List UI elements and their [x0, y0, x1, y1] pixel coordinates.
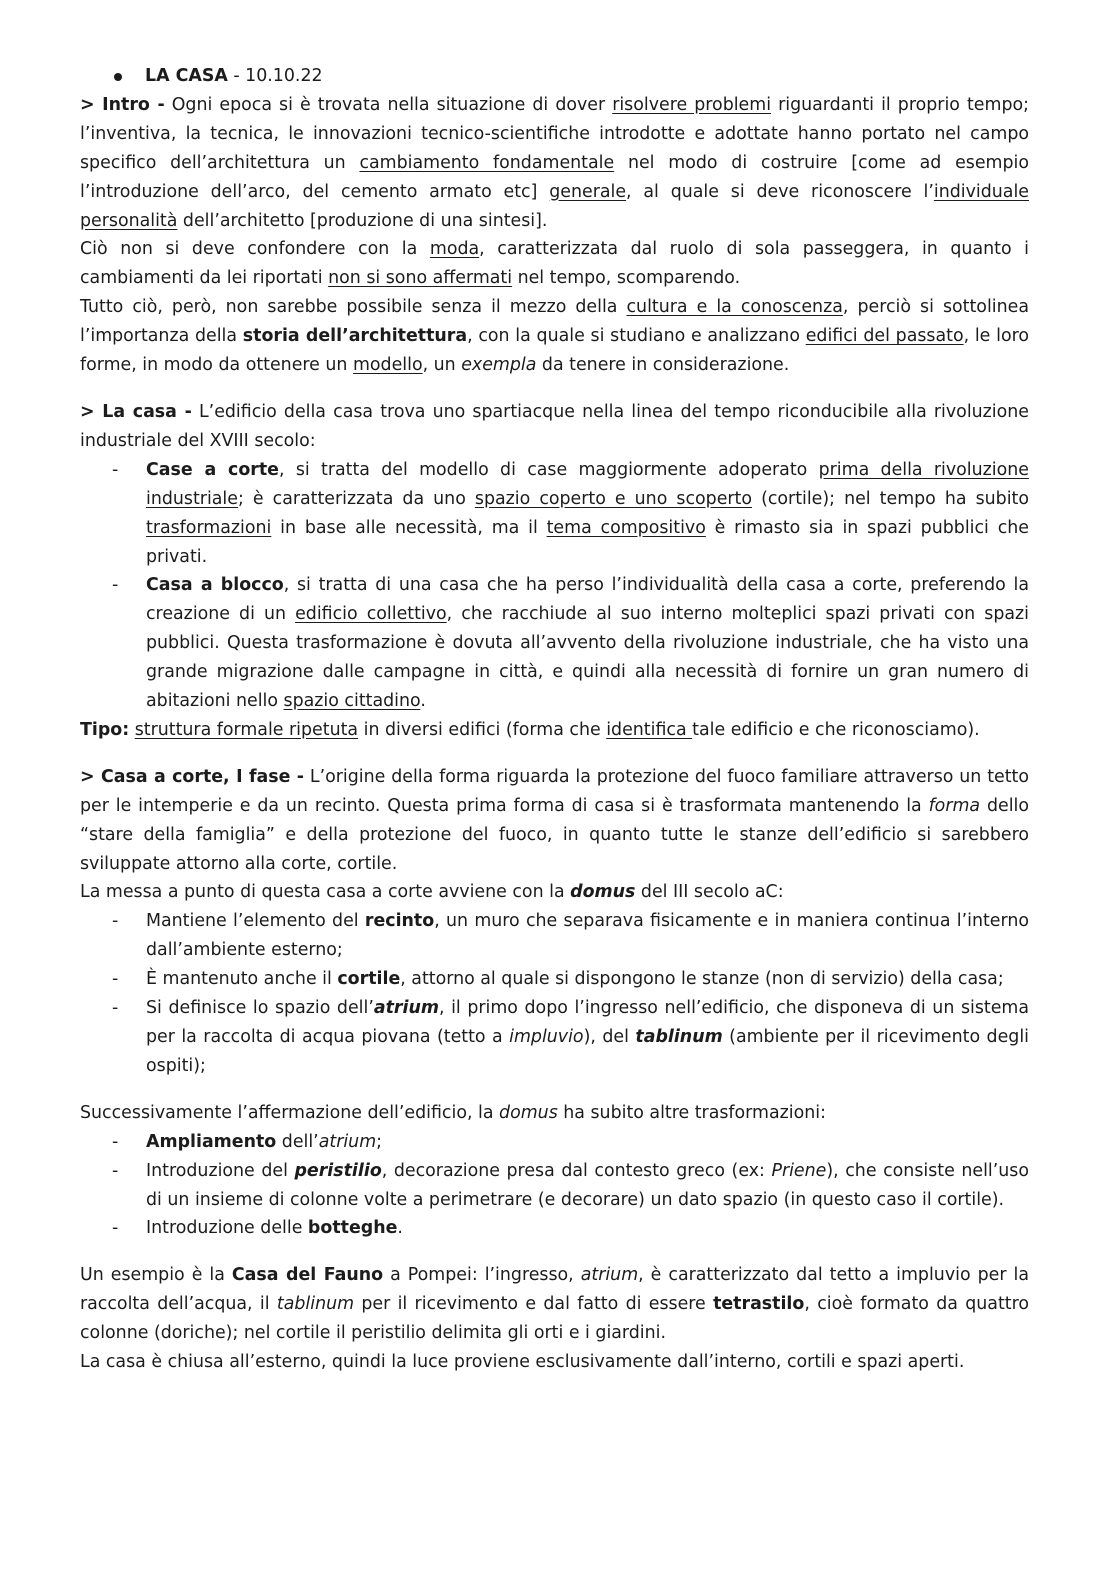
successivamente-paragraph: Successivamente l’affermazione dell’edificio, la domus ha subito altre trasformazioni:: [80, 1102, 826, 1123]
domus-list: [80, 907, 1029, 1080]
fauno-paragraph: Un esempio è la Casa del Fauno a Pompei: l’ingresso, atrium, è caratterizzato dal tetto a impluvio per la raccolta dell’acqua, il tablinum per il ricevimento e dal fatto di essere tetrastilo, cioè formato da quattro colonne (doriche); nel cortile il peristilio delimita gli orti e i giardini.: [80, 1265, 1030, 1344]
title-date: - 10.10.22: [233, 66, 323, 86]
document-title: [80, 62, 1029, 91]
list-item: - Mantiene l’elemento del recinto, un muro che separava fisicamente e in maniera continua l’interno dall’ambiente esterno;: [112, 911, 1029, 961]
document-page: [80, 62, 1029, 1377]
list-item: - Introduzione delle botteghe.: [112, 1218, 403, 1239]
title-text: LA CASA: [145, 66, 228, 86]
list-item: - Ampliamento dell’atrium;: [112, 1131, 382, 1152]
bullet-icon: [114, 73, 122, 81]
moda-paragraph: Ciò non si deve confondere con la moda, caratterizzata dal ruolo di sola passeggera, in quanto i cambiamenti da lei riportati non si sono affermati nel tempo, scomparendo.: [80, 239, 1029, 289]
section-heading: > Casa a corte, I fase -: [80, 766, 305, 787]
chiusa-paragraph: La casa è chiusa all’esterno, quindi la luce proviene esclusivamente dall’interno, cortili e spazi aperti.: [80, 1352, 965, 1373]
lacasa-list: [80, 456, 1029, 716]
list-item: - Case a corte, si tratta del modello di case maggiormente adoperato prima della rivoluzione industriale; è caratterizzata da uno spazio coperto e uno scoperto (cortile); nel tempo ha subito trasformazioni in base alle necessità, ma il tema compositivo è rimasto sia in spazi pubblici che privati.: [112, 459, 1030, 567]
intro-paragraph: > Intro - Ogni epoca si è trovata nella situazione di dover risolvere problemi riguardanti il proprio tempo; l’inventiva, la tecnica, le innovazioni tecnico-scientifiche introdotte e adottate hanno portato nel campo specifico dell’architettura un cambiamento fondamentale nel modo di costruire [come ad esempio l’introduzione dell’arco, del cemento armato etc] generale, al quale si deve riconoscere l’individuale personalità dell’architetto [produzione di una sintesi].: [80, 94, 1030, 231]
section-heading: > Intro -: [80, 94, 165, 115]
fase1-paragraph: > Casa a corte, I fase - L’origine della forma riguarda la protezione del fuoco familiare attraverso un tetto per le intemperie e da un recinto. Questa prima forma di casa si è trasformata mantenendo la forma dello “stare della famiglia” e della protezione del fuoco, in quanto tutte le stanze dell’edificio si sarebbero sviluppate attorno alla corte, cortile.: [80, 766, 1029, 874]
lacasa-paragraph: > La casa - L’edificio della casa trova uno spartiacque nella linea del tempo riconducibile alla rivoluzione industriale del XVIII secolo:: [80, 401, 1029, 451]
list-item: - Si definisce lo spazio dell’atrium, il primo dopo l’ingresso nell’edificio, che disponeva di un sistema per la raccolta di acqua piovana (tetto a impluvio), del tablinum (ambiente per il ricevimento degli ospiti);: [112, 998, 1030, 1076]
list-item: - Introduzione del peristilio, decorazione presa dal contesto greco (ex: Priene), che consiste nell’uso di un insieme di colonne volte a perimetrare (e decorare) un dato spazio (in questo caso il cortile).: [112, 1160, 1029, 1210]
list-item: - Casa a blocco, si tratta di una casa che ha perso l’individualità della casa a corte, preferendo la creazione di un edificio collettivo, che racchiude al suo interno molteplici spazi privati con spazi pubblici. Questa trasformazione è dovuta all’avvento della rivoluzione industriale, che ha visto una grande migrazione dalle campagne in città, e quindi alla necessità di fornire un gran numero di abitazioni nello spazio cittadino.: [112, 575, 1029, 712]
tipo-paragraph: Tipo: struttura formale ripetuta in diversi edifici (forma che identifica tale edificio e che riconosciamo).: [80, 719, 980, 740]
trasformazioni-list: [80, 1128, 1029, 1244]
list-item: - È mantenuto anche il cortile, attorno al quale si dispongono le stanze (non di servizio) della casa;: [112, 969, 1004, 990]
domus-paragraph: La messa a punto di questa casa a corte avviene con la domus del III secolo aC:: [80, 882, 784, 903]
section-heading: > La casa -: [80, 401, 192, 422]
cultura-paragraph: Tutto ciò, però, non sarebbe possibile senza il mezzo della cultura e la conoscenza, perciò si sottolinea l’importanza della storia dell’architettura, con la quale si studiano e analizzano edifici del passato, le loro forme, in modo da ottenere un modello, un exempla da tenere in considerazione.: [80, 297, 1029, 376]
